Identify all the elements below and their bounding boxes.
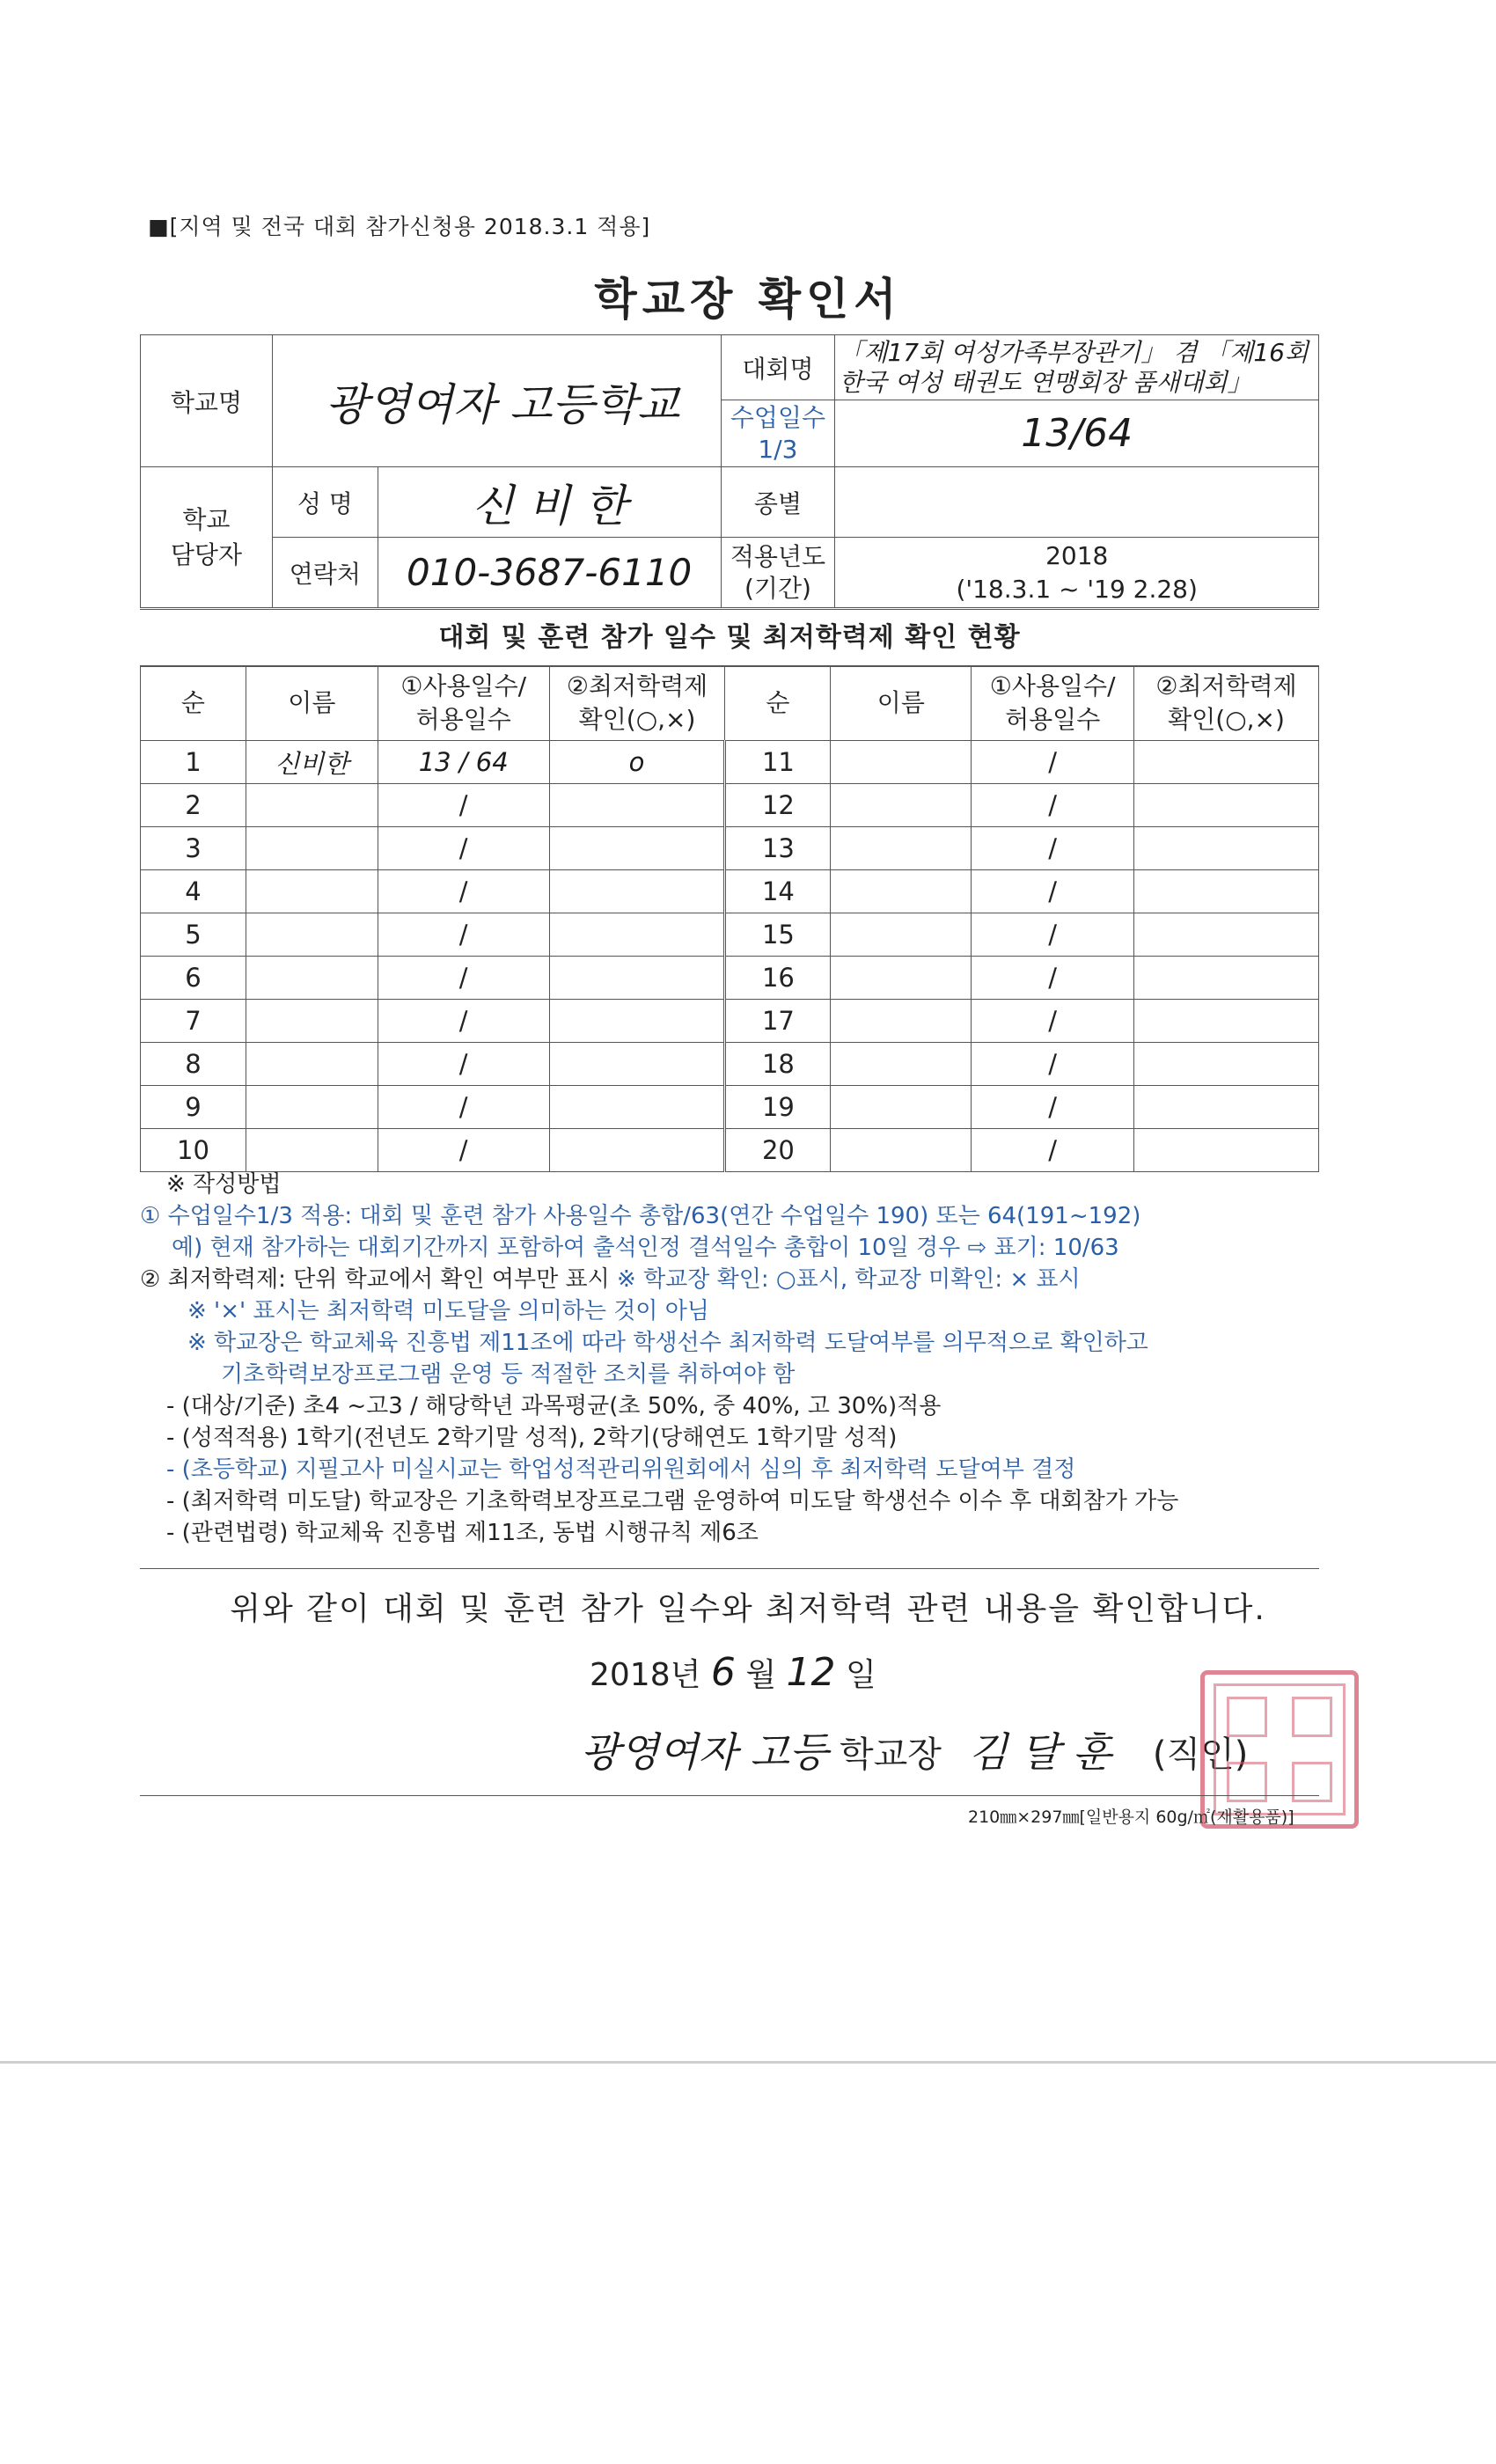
table-row bbox=[141, 957, 1319, 1000]
instructions bbox=[140, 1169, 1319, 1549]
min-grade-check bbox=[1134, 1000, 1319, 1043]
note-2-suffix: ※ 학교장 확인: ○표시, 학교장 미확인: × 표시 bbox=[617, 1266, 1081, 1293]
col-header-no: 순 bbox=[141, 666, 246, 741]
person-name-label: 성 명 bbox=[272, 467, 378, 538]
min-grade-check bbox=[1134, 870, 1319, 913]
used-days: / bbox=[972, 1129, 1134, 1172]
form-header-note: ■[지역 및 전국 대회 참가신청용 2018.3.1 적용] bbox=[148, 214, 651, 239]
min-grade-check bbox=[549, 1000, 725, 1043]
student-name bbox=[831, 1129, 972, 1172]
date-day-unit: 일 bbox=[846, 1657, 876, 1693]
min-grade-check bbox=[549, 870, 725, 913]
row-number: 17 bbox=[725, 1000, 831, 1043]
row-number: 8 bbox=[141, 1043, 246, 1086]
student-name bbox=[246, 957, 378, 1000]
detail-4: - (최저학력 미도달) 학교장은 기초학력보장프로그램 운영하여 미도달 학생선수 이수 후 대회참가 가능 bbox=[166, 1488, 1179, 1514]
used-days: / bbox=[378, 1129, 549, 1172]
instructions-heading: ※ 작성방법 bbox=[166, 1171, 282, 1198]
used-days: 13 / 64 bbox=[378, 741, 549, 784]
used-days: / bbox=[972, 870, 1134, 913]
student-name bbox=[831, 741, 972, 784]
table-row bbox=[141, 1043, 1319, 1086]
row-number: 18 bbox=[725, 1043, 831, 1086]
competition-value-line2: 한국 여성 태권도 연맹회장 품새대회」 bbox=[839, 367, 1252, 397]
row-number: 4 bbox=[141, 870, 246, 913]
used-days: / bbox=[972, 1043, 1134, 1086]
status-section-title: 대회 및 훈련 참가 일수 및 최저학력제 확인 현황 bbox=[140, 609, 1319, 667]
col-header-days-right: ①사용일수/ bbox=[989, 671, 1116, 700]
competition-value-line1: 「제17회 여성가족부장관기」 겸 「제16회 bbox=[839, 337, 1309, 367]
event-category-value bbox=[835, 467, 1319, 538]
row-number: 16 bbox=[725, 957, 831, 1000]
min-grade-check bbox=[1134, 1129, 1319, 1172]
phone-value: 010-3687-6110 bbox=[407, 551, 693, 594]
col-header-check-mark: 확인(○,×) bbox=[578, 705, 696, 734]
col-header-check-mark-right: 확인(○,×) bbox=[1168, 705, 1285, 734]
student-name bbox=[246, 1086, 378, 1129]
student-name bbox=[246, 784, 378, 827]
confirmation-statement: 위와 같이 대회 및 훈련 참가 일수와 최저학력 관련 내용을 확인합니다. bbox=[230, 1591, 1266, 1627]
used-days: / bbox=[972, 913, 1134, 957]
col-header-days: ①사용일수/ bbox=[400, 671, 527, 700]
detail-3: - (초등학교) 지필고사 미실시교는 학업성적관리위원회에서 심의 후 최저학력 도달여부 결정 bbox=[166, 1456, 1076, 1483]
used-days: / bbox=[378, 870, 549, 913]
student-name bbox=[831, 870, 972, 913]
class-days-ratio-label: 1/3 bbox=[758, 434, 798, 464]
col-header-check-right: ②최저학력제 bbox=[1155, 671, 1297, 700]
apply-period-label: (기간) bbox=[744, 573, 811, 603]
used-days: / bbox=[378, 1000, 549, 1043]
min-grade-check bbox=[549, 1043, 725, 1086]
person-name-value: 신 비 한 bbox=[471, 480, 627, 532]
detail-2: - (성적적용) 1학기(전년도 2학기말 성적), 2학기(당해연도 1학기말 성적) bbox=[166, 1425, 898, 1451]
used-days: / bbox=[378, 913, 549, 957]
detail-5: - (관련법령) 학교체육 진흥법 제11조, 동법 시행규칙 제6조 bbox=[166, 1520, 759, 1546]
used-days: / bbox=[378, 1043, 549, 1086]
min-grade-check bbox=[1134, 784, 1319, 827]
row-number: 11 bbox=[725, 741, 831, 784]
student-name bbox=[831, 1043, 972, 1086]
row-number: 19 bbox=[725, 1086, 831, 1129]
event-category-label: 종별 bbox=[721, 467, 835, 538]
student-name bbox=[831, 913, 972, 957]
row-number: 7 bbox=[141, 1000, 246, 1043]
date-day: 12 bbox=[786, 1650, 836, 1695]
row-number: 14 bbox=[725, 870, 831, 913]
row-number: 1 bbox=[141, 741, 246, 784]
student-name bbox=[246, 870, 378, 913]
note-3: ※ '×' 표시는 최저학력 미도달을 의미하는 것이 아님 bbox=[187, 1298, 709, 1324]
table-row bbox=[141, 913, 1319, 957]
apply-year-label: 적용년도 bbox=[730, 541, 826, 571]
col-header-name: 이름 bbox=[246, 666, 378, 741]
apply-period-value: ('18.3.1 ~ '19 2.28) bbox=[956, 574, 1198, 604]
row-number: 9 bbox=[141, 1086, 246, 1129]
official-seal-note: (직인) bbox=[1152, 1734, 1249, 1775]
student-name bbox=[246, 827, 378, 870]
class-days-label: 수업일수 bbox=[730, 402, 826, 432]
note-2-prefix: ② 최저학력제: 단위 학교에서 확인 여부만 표시 bbox=[140, 1266, 610, 1293]
used-days: / bbox=[972, 1086, 1134, 1129]
note-1-line-1: ① 수업일수1/3 적용: 대회 및 훈련 참가 사용일수 총합/63(연간 수업일수 190) 또는 64(191~192) bbox=[140, 1203, 1141, 1229]
row-number: 5 bbox=[141, 913, 246, 957]
row-number: 6 bbox=[141, 957, 246, 1000]
competition-label: 대회명 bbox=[721, 335, 835, 400]
school-name-label: 학교명 bbox=[141, 335, 273, 467]
min-grade-check bbox=[549, 957, 725, 1000]
used-days: / bbox=[378, 784, 549, 827]
divider bbox=[140, 1568, 1319, 1569]
table-row bbox=[141, 741, 1319, 784]
row-number: 15 bbox=[725, 913, 831, 957]
signature-title: 학교장 bbox=[839, 1734, 942, 1775]
detail-1: - (대상/기준) 초4 ~고3 / 해당학년 과목평균(초 50%, 중 40%, 고 30%)적용 bbox=[166, 1393, 942, 1419]
student-name bbox=[831, 827, 972, 870]
used-days: / bbox=[378, 957, 549, 1000]
blank-area bbox=[0, 2064, 1496, 2464]
signing-date bbox=[590, 1650, 876, 1695]
col-header-days-allowed-right: 허용일수 bbox=[1005, 705, 1101, 734]
participation-table bbox=[140, 665, 1319, 1172]
class-days-value: 13/64 bbox=[1021, 411, 1133, 456]
note-4-line-1: ※ 학교장은 학교체육 진흥법 제11조에 따라 학생선수 최저학력 도달여부를 의무적으로 확인하고 bbox=[187, 1330, 1148, 1356]
contact-group-label: 학교 bbox=[182, 504, 231, 534]
note-4-line-2: 기초학력보장프로그램 운영 등 적절한 조치를 취하여야 함 bbox=[221, 1361, 796, 1388]
info-table bbox=[140, 334, 1319, 608]
contact-group-label-2: 담당자 bbox=[170, 539, 243, 569]
date-month: 6 bbox=[710, 1650, 736, 1695]
min-grade-check: o bbox=[549, 741, 725, 784]
min-grade-check bbox=[549, 1086, 725, 1129]
principal-signature-line bbox=[581, 1720, 1248, 1778]
row-number: 2 bbox=[141, 784, 246, 827]
date-year: 2018년 bbox=[590, 1657, 701, 1693]
student-name bbox=[246, 1129, 378, 1172]
used-days: / bbox=[972, 1000, 1134, 1043]
student-name bbox=[831, 1000, 972, 1043]
min-grade-check bbox=[549, 784, 725, 827]
student-name bbox=[831, 1086, 972, 1129]
used-days: / bbox=[972, 741, 1134, 784]
student-name: 신비한 bbox=[246, 741, 378, 784]
bottom-divider bbox=[140, 1795, 1319, 1796]
used-days: / bbox=[378, 1086, 549, 1129]
col-header-no-right: 순 bbox=[725, 666, 831, 741]
student-name bbox=[246, 1043, 378, 1086]
table-row bbox=[141, 784, 1319, 827]
min-grade-check bbox=[1134, 741, 1319, 784]
min-grade-check bbox=[1134, 957, 1319, 1000]
min-grade-check bbox=[1134, 827, 1319, 870]
date-month-unit: 월 bbox=[745, 1657, 777, 1693]
table-row bbox=[141, 1086, 1319, 1129]
row-number: 10 bbox=[141, 1129, 246, 1172]
student-name bbox=[831, 784, 972, 827]
row-number: 13 bbox=[725, 827, 831, 870]
row-number: 20 bbox=[725, 1129, 831, 1172]
min-grade-check bbox=[1134, 1086, 1319, 1129]
school-name-value: 광영여자 고등학교 bbox=[325, 378, 680, 430]
table-row bbox=[141, 870, 1319, 913]
used-days: / bbox=[972, 957, 1134, 1000]
student-name bbox=[246, 913, 378, 957]
min-grade-check bbox=[1134, 1043, 1319, 1086]
signature-name: 김 달 훈 bbox=[968, 1728, 1112, 1776]
min-grade-check bbox=[1134, 913, 1319, 957]
student-name bbox=[246, 1000, 378, 1043]
col-header-days-allowed: 허용일수 bbox=[415, 705, 511, 734]
min-grade-check bbox=[549, 1129, 725, 1172]
used-days: / bbox=[972, 784, 1134, 827]
table-row bbox=[141, 1129, 1319, 1172]
min-grade-check bbox=[549, 913, 725, 957]
table-row bbox=[141, 827, 1319, 870]
apply-year-value: 2018 bbox=[1045, 540, 1109, 570]
paper-specification: 210㎜×297㎜[일반용지 60g/㎡(재활용품)] bbox=[968, 1808, 1294, 1827]
signature-school: 광영여자 고등 bbox=[581, 1728, 829, 1776]
student-name bbox=[831, 957, 972, 1000]
row-number: 3 bbox=[141, 827, 246, 870]
min-grade-check bbox=[549, 827, 725, 870]
used-days: / bbox=[378, 827, 549, 870]
document-title: 학교장 확인서 bbox=[594, 274, 902, 325]
note-1-line-2: 예) 현재 참가하는 대회기간까지 포함하여 출석인정 결석일수 총합이 10일 경우 ⇨ 표기: 10/63 bbox=[172, 1235, 1119, 1261]
col-header-check: ②최저학력제 bbox=[566, 671, 708, 700]
table-row bbox=[141, 1000, 1319, 1043]
col-header-name-right: 이름 bbox=[831, 666, 972, 741]
row-number: 12 bbox=[725, 784, 831, 827]
phone-label: 연락처 bbox=[272, 538, 378, 608]
used-days: / bbox=[972, 827, 1134, 870]
